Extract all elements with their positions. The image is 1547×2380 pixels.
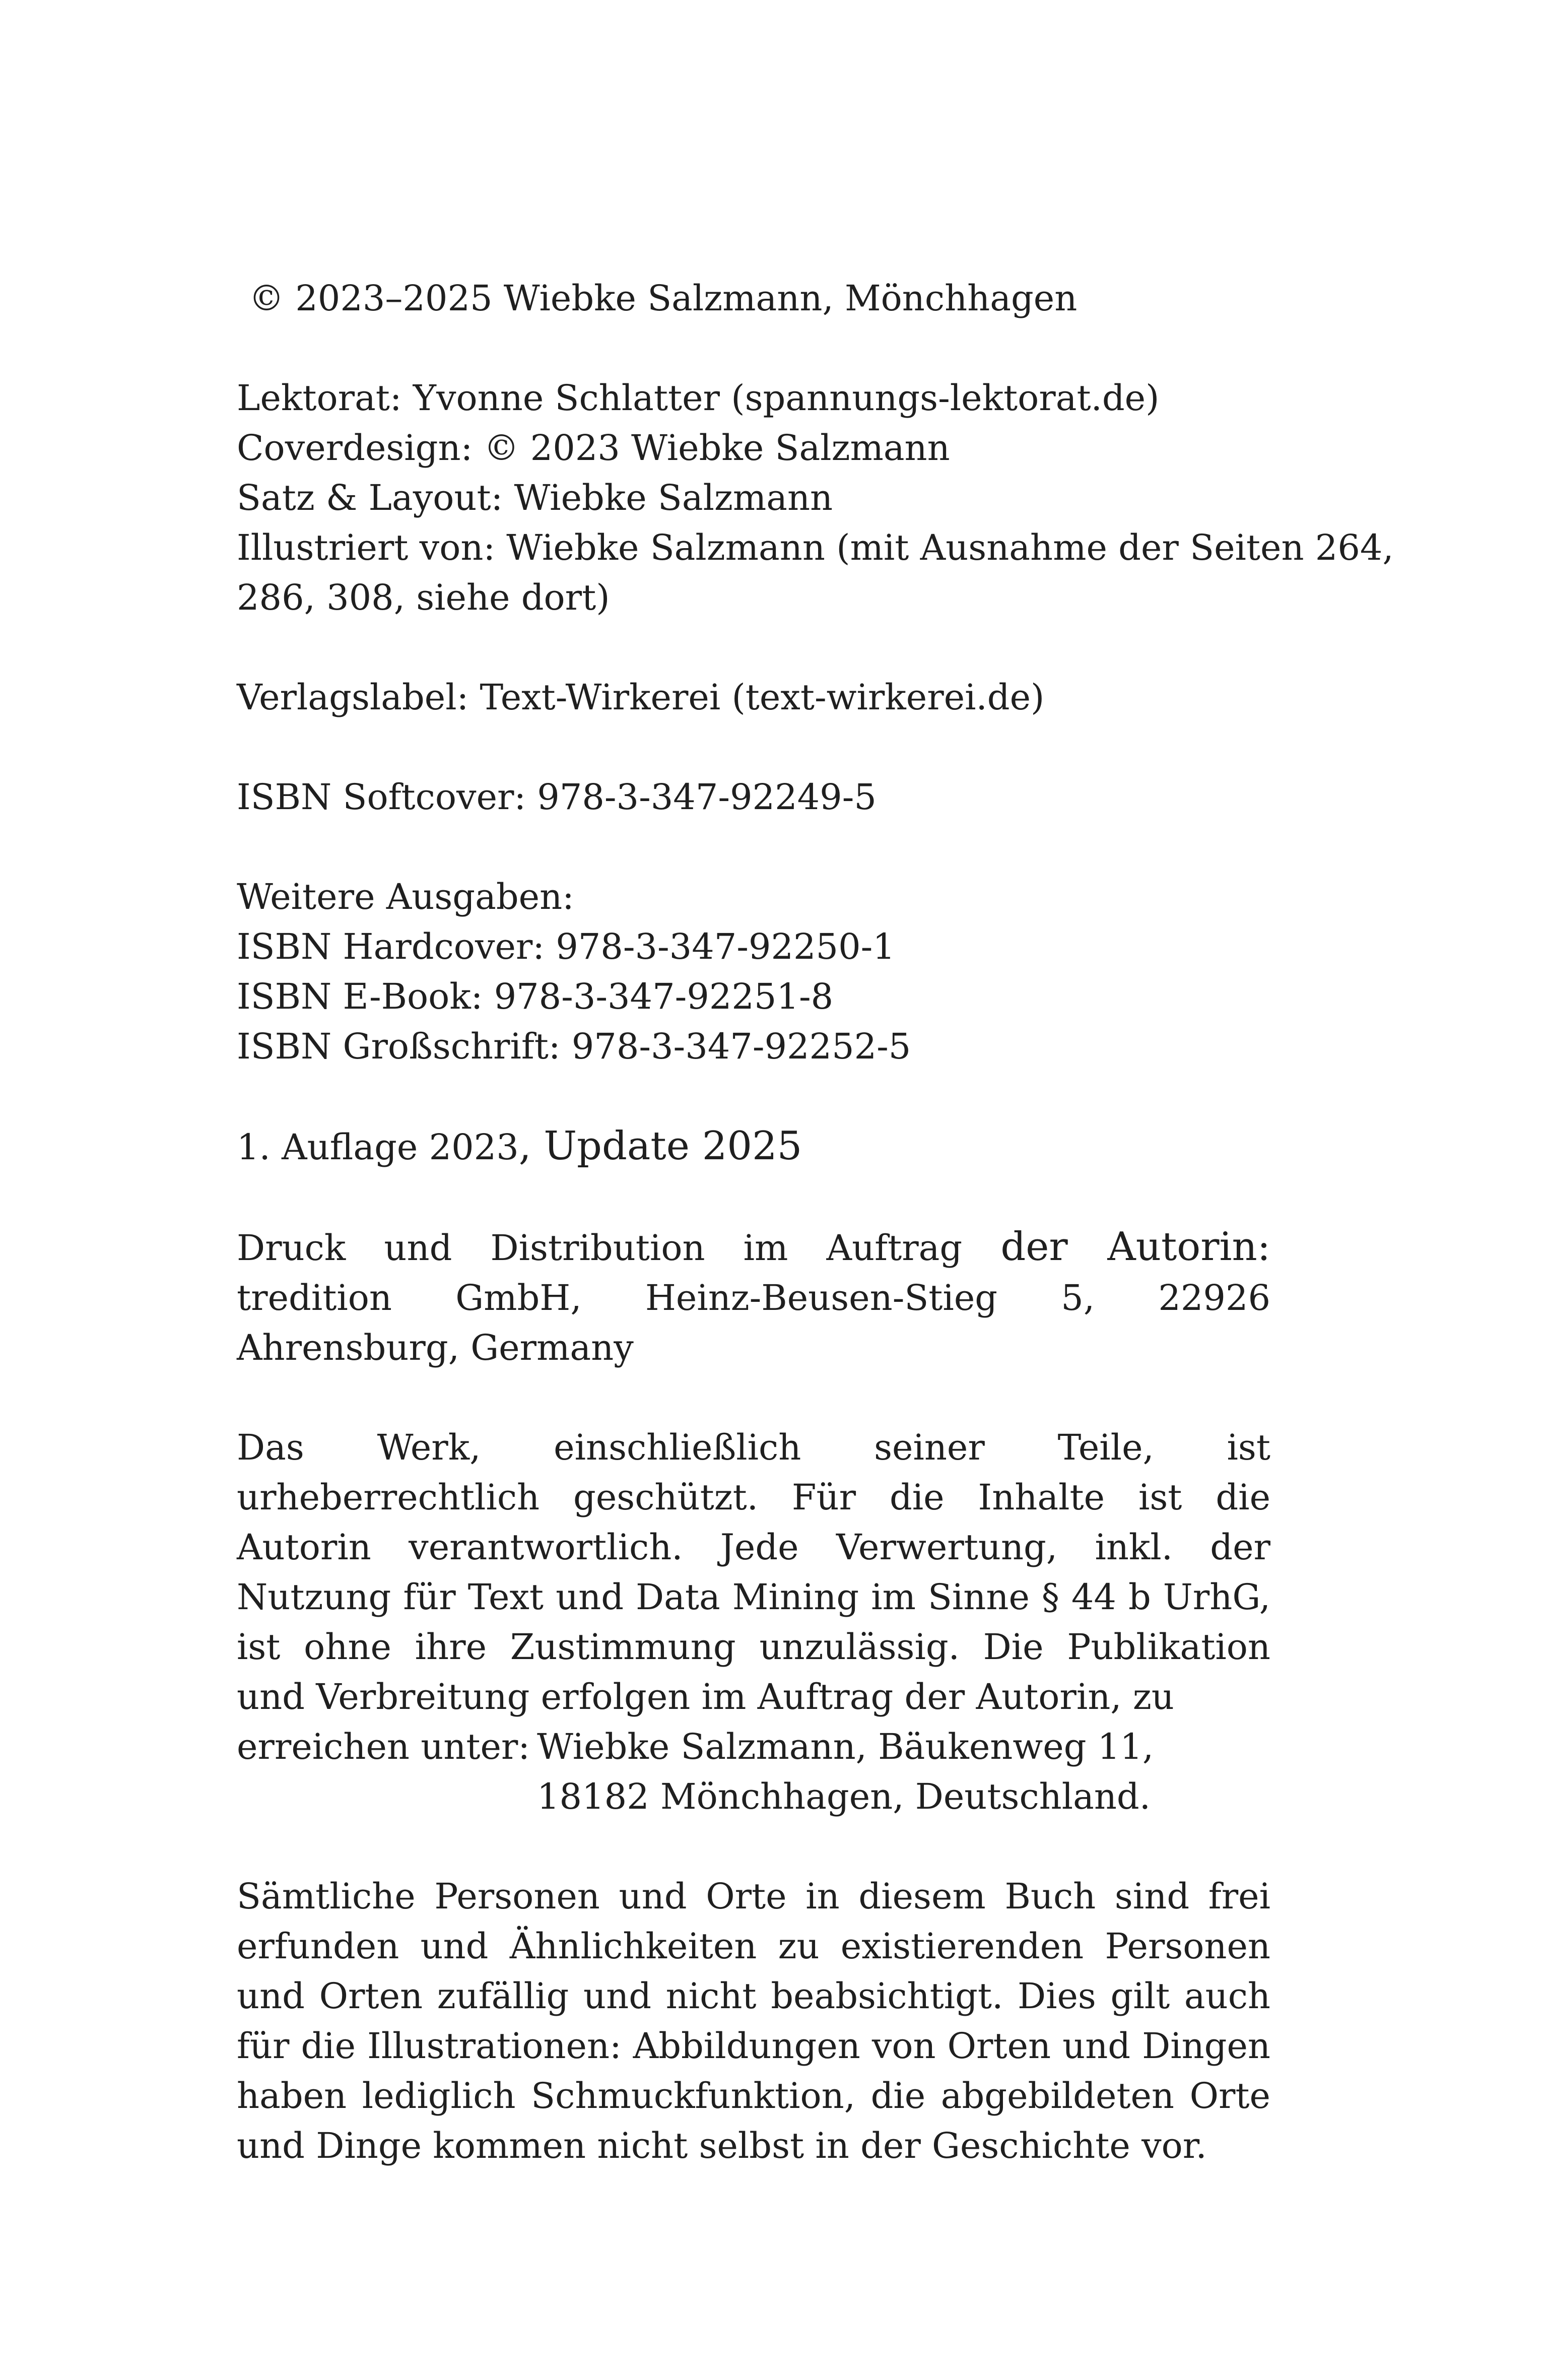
print-distribution-company: tredition GmbH, Heinz-Beusen-Stieg 5, 22926 Ahrensburg, Germany — [237, 1277, 1270, 1368]
contact-label: erreichen unter: — [237, 1726, 530, 1767]
coverdesign-line: Coverdesign: © 2023 Wiebke Salzmann — [237, 427, 950, 469]
illustration-line-cont: 286, 308, siehe dort) — [237, 577, 610, 618]
copyright-notice-paragraph: Das Werk, einschließlich seiner Teile, ist urheberrechtlich geschützt. Für die Inhalte ist die Autorin verantwortlich. Jede Verwertung, inkl. der Nutzung für Text und Data Mining im Sinne § 44 b UrhG, ist ohne ihre Zustimmung unzulässig. Die Publikation und Verbreitung erfolgen im Auftrag der Autorin, zu — [237, 1427, 1270, 1717]
edition-first: 1. Auflage 2023 — [237, 1127, 519, 1168]
edition-update: , Update 2025 — [518, 1123, 802, 1169]
address-line-2: 18182 Mönchhagen, Deutschland. — [537, 1776, 1151, 1817]
isbn-grossschrift-line: ISBN Großschrift: 978-3-347-92252-5 — [237, 1026, 911, 1067]
further-editions-heading: Weitere Ausgaben: — [237, 876, 574, 917]
disclaimer-paragraph: Sämtliche Personen und Orte in diesem Buch sind frei erfunden und Ähnlichkeiten zu existierenden Personen und Orten zufällig und nicht beabsichtigt. Dies gilt auch für die Illustrationen: Abbildungen von Orten und Dingen haben lediglich Schmuckfunktion, die abgebildeten Orte und Dinge kommen nicht selbst in der Geschichte vor. — [237, 1876, 1270, 2166]
imprint-content — [237, 274, 1394, 2171]
print-distribution-author: der Autorin: — [1000, 1224, 1270, 1270]
spacer — [237, 1172, 1270, 1222]
address-line-1: Wiebke Salzmann, Bäukenweg 11, — [537, 1726, 1154, 1767]
contact-row — [237, 1722, 1270, 1822]
spacer — [237, 1072, 1270, 1121]
isbn-ebook-line: ISBN E-Book: 978-3-347-92251-8 — [237, 976, 834, 1017]
isbn-hardcover-line: ISBN Hardcover: 978-3-347-92250-1 — [237, 926, 895, 967]
further-editions-block — [237, 872, 1270, 1072]
contact-address — [537, 1722, 1154, 1822]
copyright-notice-block — [237, 1423, 1270, 1822]
lektorat-line: Lektorat: Yvonne Schlatter (spannungs-lektorat.de) — [237, 377, 1160, 419]
illustration-line: Illustriert von: Wiebke Salzmann (mit Ausnahme der Seiten 264, — [237, 527, 1394, 568]
edition-line — [237, 1121, 1270, 1172]
spacer — [237, 1822, 1270, 1872]
credits-block — [237, 373, 1394, 623]
spacer — [237, 1373, 1270, 1423]
spacer — [237, 623, 1270, 673]
copyright-line: © 2023–2025 Wiebke Salzmann, Mönchhagen — [249, 278, 1078, 319]
print-distribution-text: Druck und Distribution im Auftrag — [237, 1227, 1001, 1269]
print-distribution-paragraph — [237, 1222, 1270, 1373]
verlagslabel-line: Verlagslabel: Text-Wirkerei (text-wirkerei.de) — [237, 677, 1045, 718]
spacer — [237, 822, 1270, 872]
spacer — [237, 722, 1270, 772]
spacer — [237, 323, 1270, 373]
isbn-softcover-line: ISBN Softcover: 978-3-347-92249-5 — [237, 776, 877, 818]
satz-layout-line: Satz & Layout: Wiebke Salzmann — [237, 477, 833, 518]
